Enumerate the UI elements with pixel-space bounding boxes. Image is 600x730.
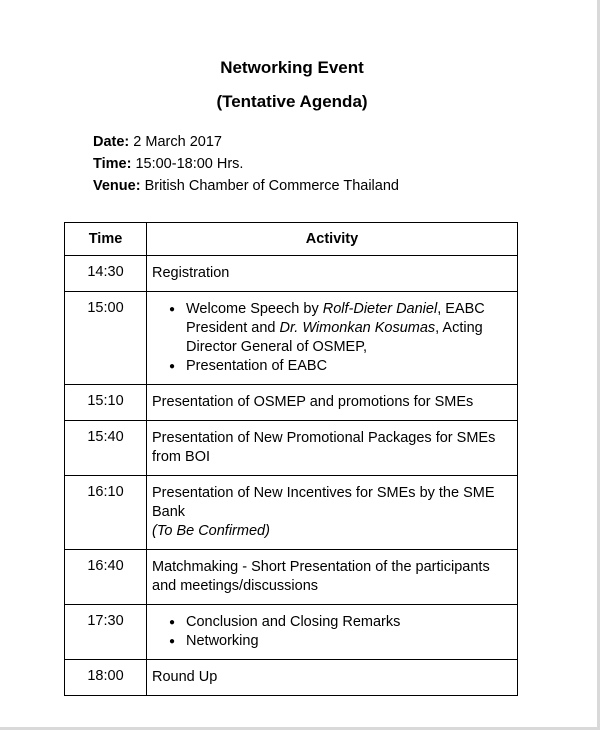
list-item: ● Conclusion and Closing Remarks <box>186 613 509 632</box>
row-time: 14:30 <box>65 256 147 292</box>
table-row <box>65 292 518 385</box>
event-time <box>93 156 243 172</box>
venue-label: Venue: <box>93 178 141 194</box>
bullet-list <box>152 300 509 376</box>
row-activity <box>147 605 518 660</box>
event-date <box>93 134 222 150</box>
row-time: 16:40 <box>65 550 147 605</box>
speaker-name: Dr. Wimonkan Kosumas <box>279 320 436 336</box>
list-item <box>186 300 509 357</box>
time-value: 15:00-18:00 Hrs. <box>135 156 244 172</box>
header-time: Time <box>65 223 147 256</box>
header-activity: Activity <box>147 223 518 256</box>
row-activity: Presentation of New Promotional Packages for SMEs from BOI <box>147 421 518 476</box>
time-label: Time: <box>93 156 132 172</box>
bullet-list <box>152 613 509 651</box>
text-segment: , Acting Director General of OSMEP, <box>186 320 483 355</box>
date-label: Date: <box>93 134 130 150</box>
table-header-row <box>65 223 518 256</box>
table-row <box>65 421 518 476</box>
table-row <box>65 550 518 605</box>
row-time: 15:40 <box>65 421 147 476</box>
venue-value: British Chamber of Commerce Thailand <box>144 178 399 194</box>
document-title: Networking Event <box>220 58 364 77</box>
date-value: 2 March 2017 <box>133 134 222 150</box>
row-time: 17:30 <box>65 605 147 660</box>
document-subtitle: (Tentative Agenda) <box>216 92 368 111</box>
list-item: ● Networking <box>186 632 509 651</box>
row-activity: Presentation of OSMEP and promotions for SMEs <box>147 385 518 421</box>
row-time: 15:00 <box>65 292 147 385</box>
activity-text: Presentation of New Incentives for SMEs by the SME Bank <box>152 485 495 520</box>
agenda-table <box>64 222 518 696</box>
table-row <box>65 660 518 696</box>
row-time: 15:10 <box>65 385 147 421</box>
table-row <box>65 385 518 421</box>
row-time: 18:00 <box>65 660 147 696</box>
speaker-name: Rolf-Dieter Daniel <box>322 301 438 317</box>
row-activity <box>147 292 518 385</box>
row-time: 16:10 <box>65 476 147 550</box>
row-activity <box>147 476 518 550</box>
row-activity: Registration <box>147 256 518 292</box>
row-activity: Round Up <box>147 660 518 696</box>
activity-note: (To Be Confirmed) <box>152 523 270 539</box>
table-row <box>65 256 518 292</box>
row-activity: Matchmaking - Short Presentation of the participants and meetings/discussions <box>147 550 518 605</box>
table-row <box>65 605 518 660</box>
event-venue <box>93 178 399 194</box>
text-segment: Welcome Speech by <box>186 301 323 317</box>
list-item: ● Presentation of EABC <box>186 357 509 376</box>
table-row <box>65 476 518 550</box>
text-segment: , EABC President and <box>186 301 485 336</box>
